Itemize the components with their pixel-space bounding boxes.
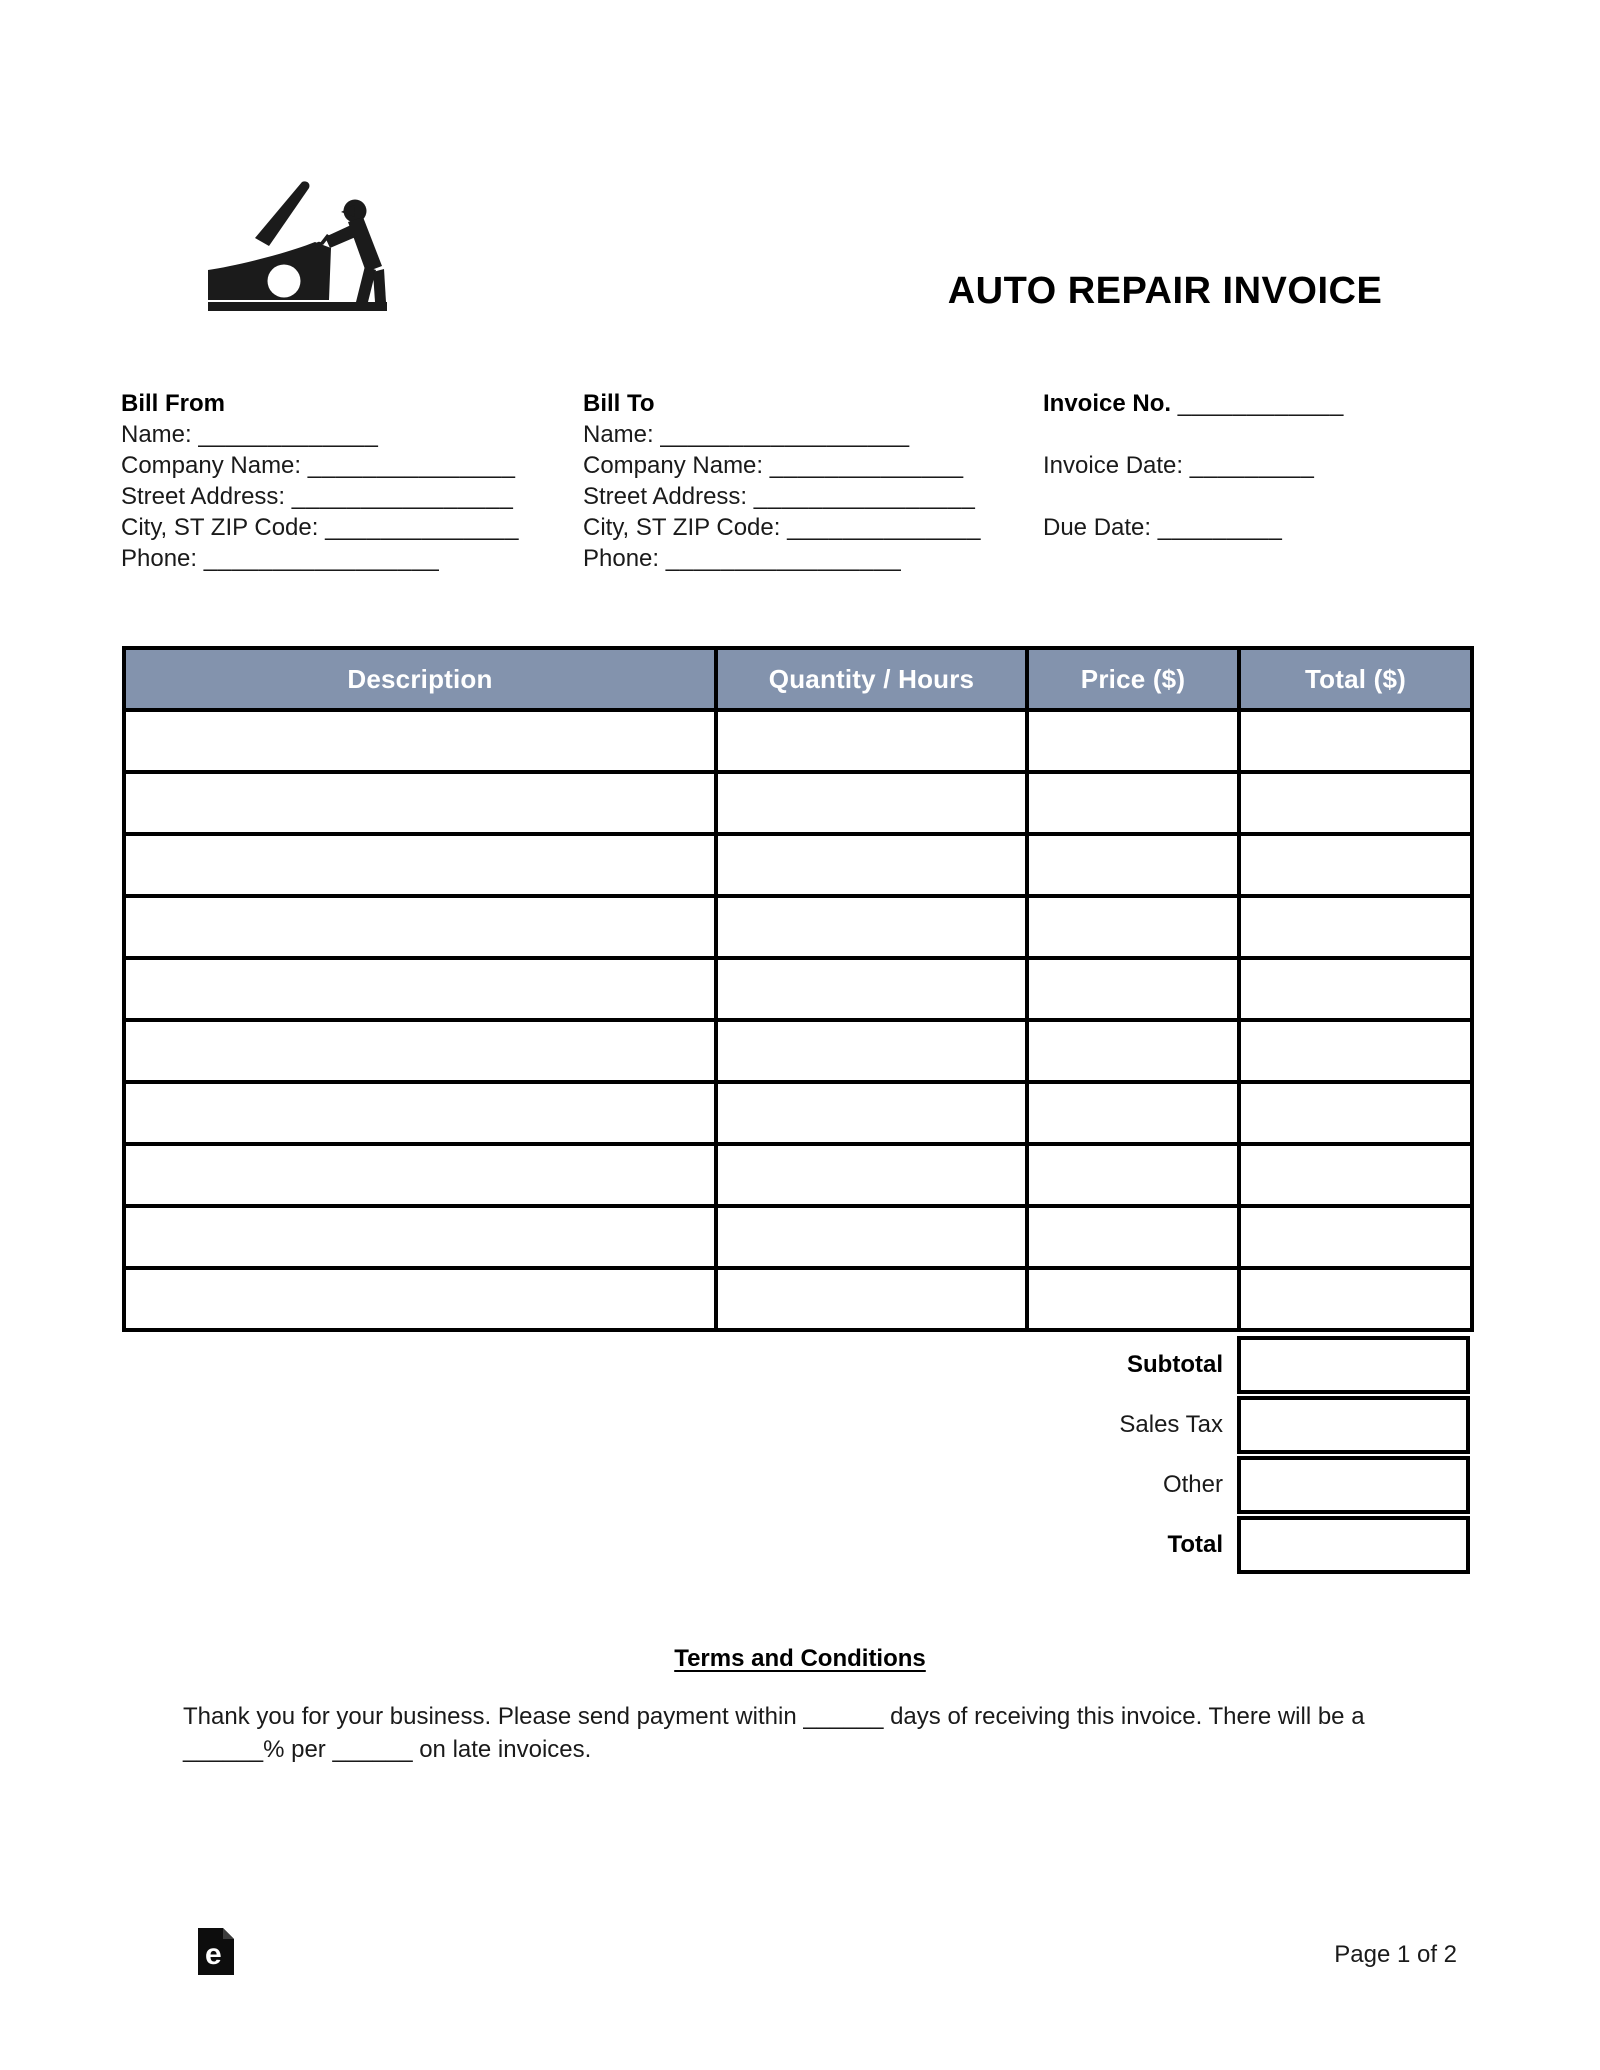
item-cell (716, 896, 1027, 958)
field-blank: ____________ (1177, 390, 1344, 417)
due-date-line (1043, 512, 1344, 543)
item-cell (124, 834, 716, 896)
field-blank: ______________ (787, 514, 981, 541)
item-cell (1239, 896, 1472, 958)
item-cell (1239, 958, 1472, 1020)
item-cell (1239, 1144, 1472, 1206)
table-row (124, 834, 1472, 896)
table-row (124, 1082, 1472, 1144)
item-cell (716, 1020, 1027, 1082)
field-blank: _____________ (198, 421, 379, 448)
item-cell (716, 1082, 1027, 1144)
invoice-number-line (1043, 388, 1344, 419)
table-header-row (124, 648, 1472, 710)
field-blank: ________________ (753, 483, 976, 510)
item-cell (716, 710, 1027, 772)
page-title: AUTO REPAIR INVOICE (947, 270, 1383, 312)
item-cell (124, 1082, 716, 1144)
item-cell (124, 1268, 716, 1330)
bill-to-heading: Bill To (583, 390, 655, 417)
item-cell (1239, 1020, 1472, 1082)
field-blank: _______________ (307, 452, 516, 479)
item-cell (1027, 1206, 1239, 1268)
item-cell (716, 772, 1027, 834)
column-header-price: Price ($) (1027, 648, 1239, 710)
field-blank: ________________ (291, 483, 514, 510)
field-blank: ______________ (325, 514, 519, 541)
item-cell (716, 1206, 1027, 1268)
field-blank: __________________ (660, 421, 910, 448)
subtotal-label: Subtotal (1127, 1351, 1223, 1378)
invoice-meta-section (1043, 388, 1344, 574)
bill-from-company-line (121, 450, 519, 481)
invoice-number-label: Invoice No. (1043, 390, 1172, 417)
field-label: Phone: (121, 545, 198, 572)
field-label: City, ST ZIP Code: (583, 514, 781, 541)
other-label: Other (1162, 1471, 1223, 1498)
column-header-total: Total ($) (1239, 648, 1472, 710)
field-label: Name: (583, 421, 654, 448)
column-header-quantity-hours: Quantity / Hours (716, 648, 1027, 710)
item-cell (716, 1268, 1027, 1330)
due-date-label: Due Date: (1043, 514, 1152, 541)
item-cell (1027, 772, 1239, 834)
table-row (124, 896, 1472, 958)
field-label: Phone: (583, 545, 660, 572)
item-cell (124, 958, 716, 1020)
page-number: Page 1 of 2 (1334, 1941, 1457, 1968)
item-cell (1239, 834, 1472, 896)
invoice-date-label: Invoice Date: (1043, 452, 1184, 479)
bill-to-city-line (583, 512, 981, 543)
item-cell (716, 1144, 1027, 1206)
other-value-box (1237, 1456, 1470, 1514)
bill-to-street-line (583, 481, 981, 512)
item-cell (1027, 1268, 1239, 1330)
sales-tax-row (122, 1396, 1470, 1454)
item-cell (1239, 772, 1472, 834)
item-cell (124, 1144, 716, 1206)
car-mechanic-icon (205, 178, 390, 314)
item-cell (1027, 834, 1239, 896)
brand-letter: e (205, 1938, 222, 1971)
item-cell (1027, 710, 1239, 772)
field-blank: _________________ (665, 545, 902, 572)
field-label: Street Address: (583, 483, 748, 510)
field-label: Name: (121, 421, 192, 448)
item-cell (124, 772, 716, 834)
item-cell (716, 958, 1027, 1020)
subtotal-value-box (1237, 1336, 1470, 1394)
item-cell (124, 1206, 716, 1268)
item-cell (1027, 896, 1239, 958)
subtotal-row (122, 1336, 1470, 1394)
column-header-description: Description (124, 648, 716, 710)
table-row (124, 710, 1472, 772)
bill-to-section (583, 388, 981, 574)
table-row (124, 1020, 1472, 1082)
sales-tax-value-box (1237, 1396, 1470, 1454)
field-blank: _________ (1157, 514, 1283, 541)
table-row (124, 1206, 1472, 1268)
eforms-document-icon (198, 1928, 234, 1975)
bill-from-phone-line (121, 543, 519, 574)
table-row (124, 1144, 1472, 1206)
line-items-table (122, 646, 1474, 1332)
item-cell (1027, 1020, 1239, 1082)
field-label: Company Name: (583, 452, 764, 479)
field-label: Company Name: (121, 452, 302, 479)
total-row (122, 1516, 1470, 1574)
field-blank: ______________ (769, 452, 964, 479)
terms-body: Thank you for your business. Please send payment within ______ days of receiving this invoice. There will be a ______% per ______ on late invoices. (183, 1703, 1365, 1763)
item-cell (1027, 958, 1239, 1020)
total-value-box (1237, 1516, 1470, 1574)
terms-heading: Terms and Conditions (674, 1645, 926, 1672)
item-cell (124, 896, 716, 958)
table-row (124, 1268, 1472, 1330)
item-cell (1239, 1206, 1472, 1268)
item-cell (1239, 710, 1472, 772)
total-label: Total (1167, 1531, 1223, 1558)
bill-from-section (121, 388, 519, 574)
item-cell (1239, 1268, 1472, 1330)
field-blank: _________ (1189, 452, 1315, 479)
bill-to-company-line (583, 450, 981, 481)
table-row (124, 958, 1472, 1020)
bill-from-name-line (121, 419, 519, 450)
totals-section (122, 1336, 1470, 1576)
table-row (124, 772, 1472, 834)
item-cell (1027, 1082, 1239, 1144)
sales-tax-label: Sales Tax (1119, 1411, 1223, 1438)
item-cell (716, 834, 1027, 896)
item-cell (124, 710, 716, 772)
item-cell (1239, 1082, 1472, 1144)
item-cell (1027, 1144, 1239, 1206)
bill-from-heading: Bill From (121, 390, 226, 417)
field-blank: _________________ (203, 545, 440, 572)
item-cell (124, 1020, 716, 1082)
field-label: City, ST ZIP Code: (121, 514, 319, 541)
other-row (122, 1456, 1470, 1514)
field-label: Street Address: (121, 483, 286, 510)
bill-from-city-line (121, 512, 519, 543)
bill-to-name-line (583, 419, 981, 450)
invoice-date-line (1043, 450, 1344, 481)
bill-to-phone-line (583, 543, 981, 574)
bill-from-street-line (121, 481, 519, 512)
